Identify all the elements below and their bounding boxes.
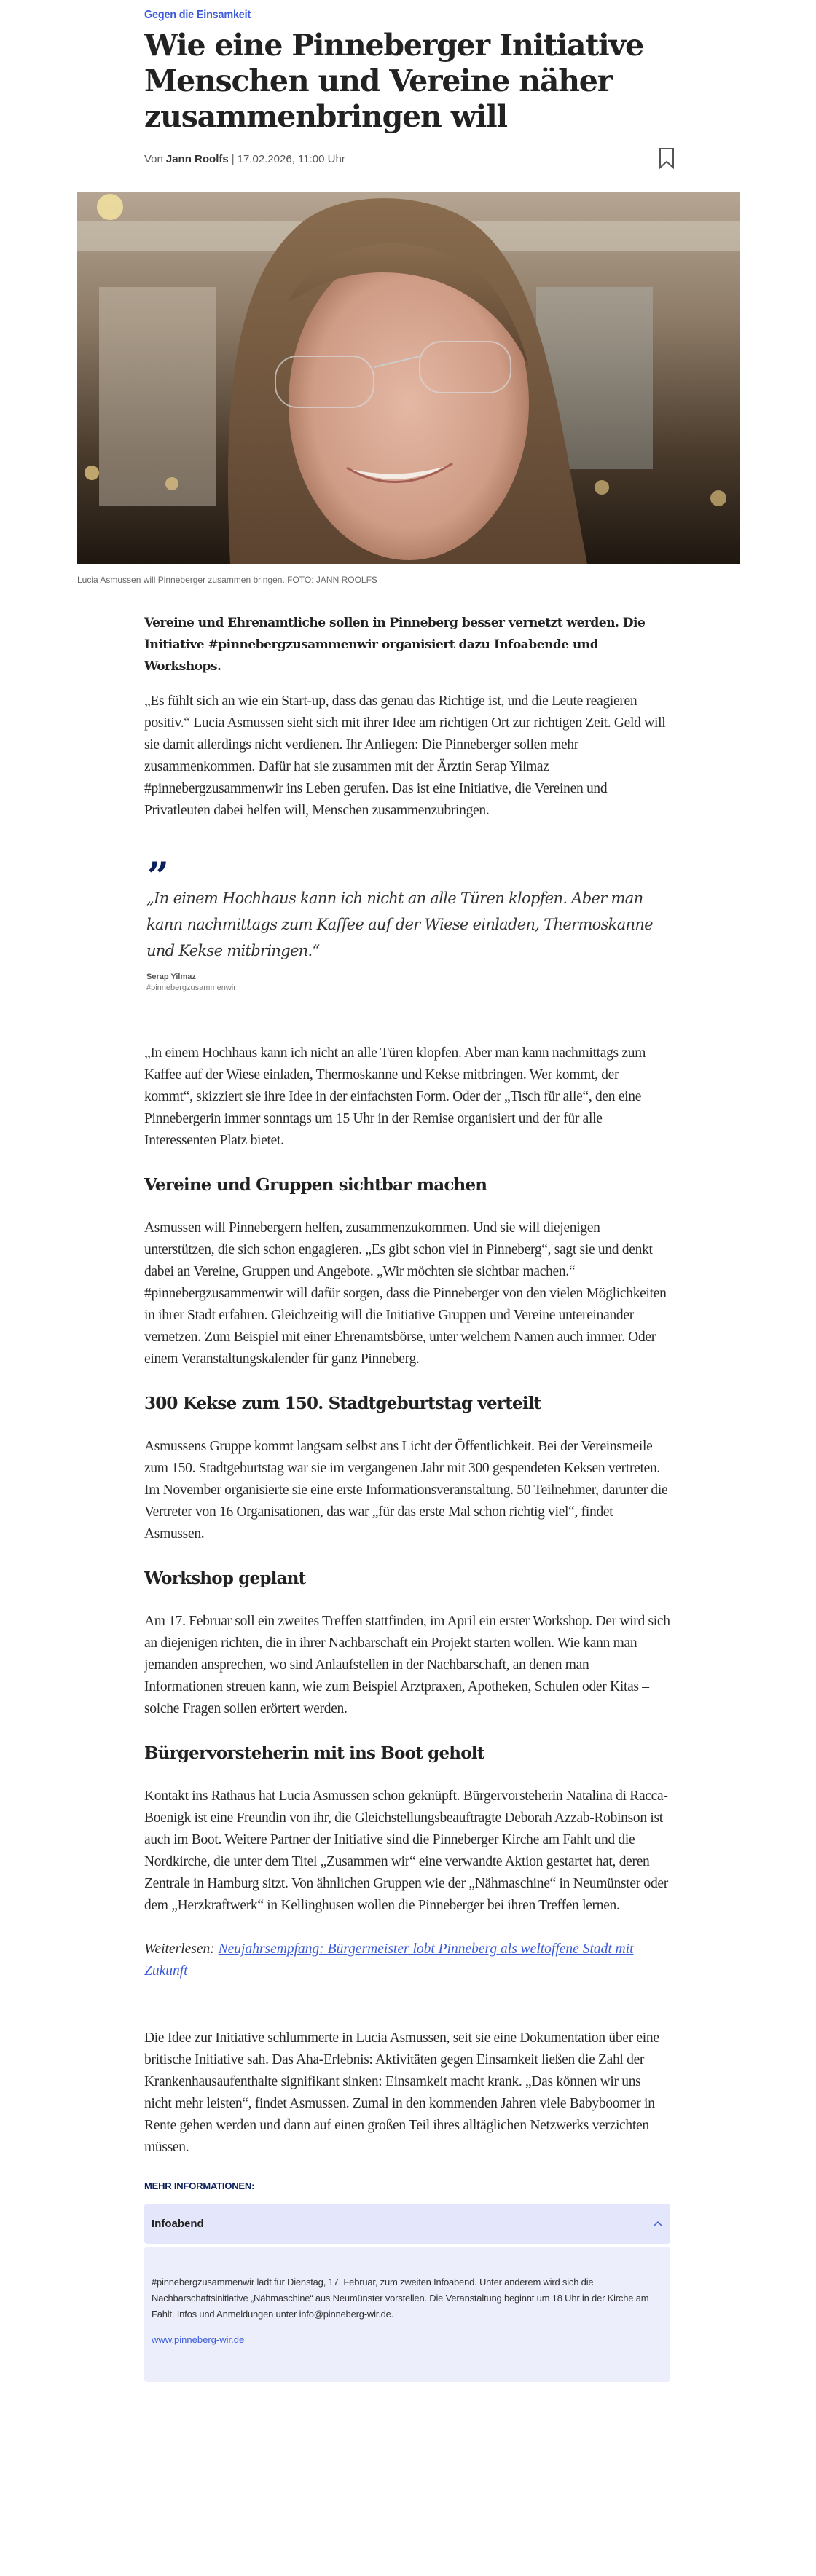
more-info-label: MEHR INFORMATIONEN: xyxy=(144,2180,255,2191)
paragraph: Am 17. Februar soll ein zweites Treffen stattfinden, im April ein erster Workshop. Der wird sich an diejenigen richten, die in ihrer Nachbarschaft ein Projekt starten wollen. Wie kann man jemanden ansprechen, wo sind Anlaufstellen in der Nachbarschaft, an denen man Informationen streuen kann, wie zum Beispiel Arztpraxen, Apotheken, Schulen oder Kitas – solche Fragen sollen erörtert werden. xyxy=(144,1614,670,1716)
accordion-text: #pinnebergzusammenwir lädt für Dienstag, 17. Februar, zum zweiten Infoabend. Unter anderem wird sich die Nachbarschaftsinitiative „Nähmaschine“ aus Neumünster vorstellen. Die Veranstaltung beginnt um 18 Uhr in der Kirche am Fahlt. Infos und Anmeldungen unter info@pinneberg-wir.de. xyxy=(152,2277,649,2320)
publish-date: 17.02.2026, 11:00 Uhr xyxy=(237,152,345,165)
author-link[interactable]: Jann Roolfs xyxy=(165,152,229,165)
image-caption: Lucia Asmussen will Pinneberger zusammen bringen. FOTO: JANN ROOLFS xyxy=(77,575,377,585)
pull-quote xyxy=(144,844,670,1016)
paragraph: Die Idee zur Initiative schlummerte in Lucia Asmussen, seit sie eine Dokumentation über eine britische Initiative sah. Das Aha-Erlebnis: Aktivitäten gegen Einsamkeit ließen die Zahl der Krankenhausaufenthalte signifikant sinken: Einsamkeit macht krank. „Das können wir uns nicht mehr leisten“, findet Asmussen. Zumal in den kommenden Jahren viele Babyboomer in Rente gehen werden und dann auf einen großen Teil ihres alltäglichen Netzwerks verzichten müssen. xyxy=(144,2030,659,2155)
subheading: Vereine und Gruppen sichtbar machen xyxy=(144,1175,487,1195)
quote-author: Serap Yilmaz xyxy=(146,973,196,981)
accordion-title: Infoabend xyxy=(152,2218,204,2230)
paragraph: Asmussens Gruppe kommt langsam selbst ans Licht der Öffentlichkeit. Bei der Vereinsmeile zum 150. Stadtgeburtstag war sie im vergangenen Jahr mit 300 gespendeten Keksen vertreten. Im November organisierte sie eine erste Informationsveranstaltung. 50 Teilnehmer, darunter die Vertreter von 16 Organisationen, das war „für das erste Mal schon richtig viel“, findet Asmussen. xyxy=(144,1439,668,1542)
subheading: Bürgervorsteherin mit ins Boot geholt xyxy=(144,1743,484,1763)
read-more-label: Weiterlesen: xyxy=(144,1941,219,1957)
paragraph: „Es fühlt sich an wie ein Start-up, dass das genau das Richtige ist, und die Leute reagieren positiv.“ Lucia Asmussen sieht sich mit ihrer Idee am richtigen Ort zur richtigen Zeit. Geld will sie damit allerdings nicht verdienen. Ihr Anliegen: Die Pinneberger sollen mehr zusammenkommen. Dafür hat sie zusammen mit der Ärztin Serap Yilmaz #pinnebergzusammenwir ins Leben gerufen. Das ist eine Initiative, die Vereinen und Privatleuten dabei helfen will, Menschen zusammenzubringen. xyxy=(144,694,666,818)
chevron-up-icon xyxy=(653,2220,663,2228)
subheading: 300 Kekse zum 150. Stadtgeburtstag verteilt xyxy=(144,1394,541,1413)
kicker-link[interactable]: Gegen die Einsamkeit xyxy=(144,9,251,21)
quote-affiliation: #pinnebergzusammenwir xyxy=(146,983,236,992)
byline-separator: | xyxy=(231,152,235,165)
article-body xyxy=(144,612,670,2382)
read-more-link[interactable]: Neujahrsempfang: Bürgermeister lobt Pinneberg als weltoffene Stadt mit Zukunft xyxy=(144,1941,634,1979)
bookmark-icon xyxy=(659,147,675,169)
subheading: Workshop geplant xyxy=(144,1568,306,1588)
more-info-section xyxy=(144,2180,670,2382)
hero-image xyxy=(77,192,740,564)
paragraph: Kontakt ins Rathaus hat Lucia Asmussen schon geknüpft. Bürgervorsteherin Natalina di Racca-Boenigk ist eine Freundin von ihr, die Gleichstellungsbeauftragte Deborah Azzab-Robinson ist auch im Boot. Weitere Partner der Initiative sind die Pinneberger Kirche am Fahlt und die Nordkirche, die unter dem Titel „Zusammen wir“ eine verwandte Aktion gestartet hat, deren Zentrale in Hamburg sitzt. Von ähnlichen Gruppen wie der „Nähmaschine“ in Neumünster oder dem „Herzkraftwerk“ in Kellinghusen wollen die Pinneberger bei ihren Treffen lernen. xyxy=(144,1788,668,1913)
website-link[interactable]: www.pinneberg-wir.de xyxy=(152,2334,245,2345)
byline-prefix: Von xyxy=(144,152,163,165)
portrait-photo xyxy=(77,192,740,564)
read-more xyxy=(144,1939,670,1982)
quote-text: „In einem Hochhaus kann ich nicht an alle Türen klopfen. Aber man kann nachmittags zum Kaffee auf der Wiese einladen, Thermoskanne und Kekse mitbringen.“ xyxy=(146,890,653,959)
headline: Wie eine Pinneberger Initiative Menschen und Vereine näher zusammenbringen will xyxy=(144,28,644,134)
article-lead: Vereine und Ehrenamtliche sollen in Pinneberg besser vernetzt werden. Die Initiative #pinnebergzusammenwir organisiert dazu Infoabende und Workshops. xyxy=(144,616,646,674)
accordion-toggle-infoabend[interactable] xyxy=(144,2204,670,2244)
quote-mark-icon: ” xyxy=(147,855,169,899)
paragraph: „In einem Hochhaus kann ich nicht an alle Türen klopfen. Aber man kann nachmittags zum Kaffee auf der Wiese einladen, Thermoskanne und Kekse mitbringen. Wer kommt, der kommt“, skizziert sie ihre Idee in der einfachsten Form. Oder der „Tisch für alle“, den eine Pinnebergerin immer sonntags um 15 Uhr in der Remise organisiert und der für alle Interessenten Platz bietet. xyxy=(144,1045,646,1148)
byline xyxy=(144,148,676,170)
article-header xyxy=(144,0,676,170)
paragraph: Asmussen will Pinnebergern helfen, zusammenzukommen. Und sie will diejenigen unterstützen, die sich schon engagieren. „Es gibt schon viel in Pinneberg“, sagt sie und denkt dabei an Vereine, Gruppen und Angebote. „Wir möchten sie sichtbar machen.“ #pinnebergzusammenwir will dafür sorgen, dass die Pinneberger von den vielen Möglichkeiten in ihrer Stadt erfahren. Gleichzeitig will die Initiative Gruppen und Vereine untereinander vernetzen. Zum Beispiel mit einer Ehrenamtsbörse, unter welchem Namen auch immer. Oder einem Veranstaltungskalender für ganz Pinneberg. xyxy=(144,1220,667,1367)
bookmark-button[interactable] xyxy=(659,147,676,169)
accordion-panel xyxy=(144,2247,670,2382)
